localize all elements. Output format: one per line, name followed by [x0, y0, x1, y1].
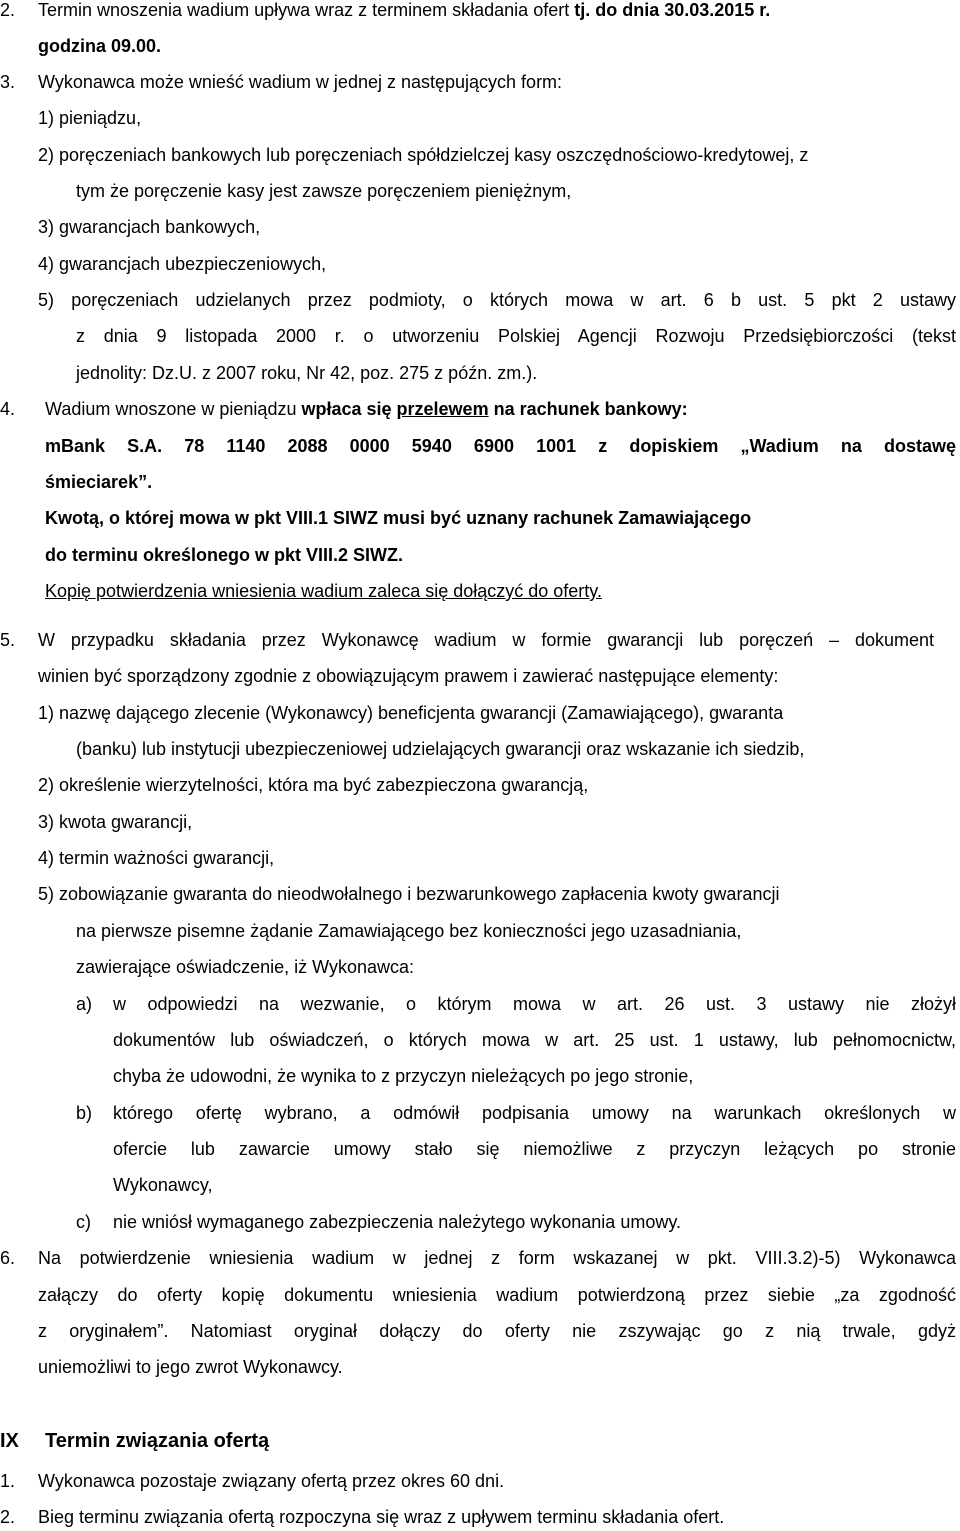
form-item: 1) pieniądzu,	[38, 108, 142, 128]
item-number: 2.	[0, 1507, 16, 1527]
item-6-line: z oryginałem”. Natomiast oryginał dołączy do oferty nie zszywając go z nią trwale, gdyż	[38, 1321, 956, 1341]
item-4: 4. Wadium wnoszone w pieniądzu wpłaca się przelewem na rachunek bankowy:	[0, 399, 688, 419]
sub-item-continuation: ofercie lub zawarcie umowy stało się niemożliwe z przyczyn leżących po stronie	[113, 1139, 956, 1159]
sub-item: którego ofertę wybrano, a odmówił podpisania umowy na warunkach określonych w	[113, 1103, 956, 1123]
section-item-text: Wykonawca pozostaje związany ofertą przez okres 60 dni.	[38, 1471, 505, 1491]
sub-item-continuation: chyba że udowodni, że wynika to z przyczyn nieleżących po jego stronie,	[113, 1066, 694, 1086]
item-number: 5.	[0, 630, 16, 650]
bank-account: mBank S.A. 78 1140 2088 0000 5940 6900 1001 z dopiskiem „Wadium na dostawę	[45, 436, 956, 456]
deposit-condition: Kwotą, o której mowa w pkt VIII.1 SIWZ musi być uznany rachunek Zamawiającego	[45, 508, 752, 528]
item-5-line: winien być sporządzony zgodnie z obowiązującym prawem i zawierać następujące elementy:	[38, 666, 779, 686]
bank-account-continuation: śmieciarek”.	[45, 472, 153, 492]
element-item: 1) nazwę dającego zlecenie (Wykonawcy) beneficjenta gwarancji (Zamawiającego), gwaranta	[38, 703, 784, 723]
item-2-time: godzina 09.00.	[38, 36, 162, 56]
element-item-continuation: (banku) lub instytucji ubezpieczeniowej udzielających gwarancji oraz wskazanie ich siedzib,	[76, 739, 805, 759]
item-2-deadline: tj. do dnia 30.03.2015 r.	[574, 0, 771, 20]
item-6-line: załączy do oferty kopię dokumentu wniesienia wadium potwierdzoną przez siebie „za zgodność	[38, 1285, 956, 1305]
sub-item-continuation: Wykonawcy,	[113, 1175, 213, 1195]
element-item: 5) zobowiązanie gwaranta do nieodwołalnego i bezwarunkowego zapłacenia kwoty gwarancji	[38, 884, 780, 904]
sub-item-label: c)	[76, 1212, 91, 1232]
item-3-intro: Wykonawca może wnieść wadium w jednej z następujących form:	[38, 72, 563, 92]
item-6-line: uniemożliwi to jego zwrot Wykonawcy.	[38, 1357, 343, 1377]
item-number: 3.	[0, 72, 16, 92]
deposit-condition-continuation: do terminu określonego w pkt VIII.2 SIWZ.	[45, 545, 404, 565]
item-4-text: Wadium wnoszone w pieniądzu	[45, 399, 302, 419]
form-item: 2) poręczeniach bankowych lub poręczeniach spółdzielczej kasy oszczędnościowo-kredytowej, z	[38, 145, 809, 165]
item-number: 4.	[0, 399, 16, 419]
section-title: Termin związania ofertą	[45, 1430, 270, 1452]
transfer-word: przelewem	[396, 399, 489, 419]
sub-item-continuation: dokumentów lub oświadczeń, o których mowa w art. 25 ust. 1 ustawy, lub pełnomocnictw,	[113, 1030, 956, 1050]
section-number: IX	[0, 1430, 19, 1452]
element-item: 3) kwota gwarancji,	[38, 812, 193, 832]
sub-item: w odpowiedzi na wezwanie, o którym mowa w art. 26 ust. 3 ustawy nie złożył	[113, 994, 956, 1014]
item-5-line: W przypadku składania przez Wykonawcę wadium w formie gwarancji lub poręczeń – dokument	[38, 630, 934, 650]
element-item: 4) termin ważności gwarancji,	[38, 848, 275, 868]
section-item	[0, 1470, 940, 1492]
form-item: 4) gwarancjach ubezpieczeniowych,	[38, 254, 327, 274]
element-item-continuation: na pierwsze pisemne żądanie Zamawiającego bez konieczności jego uzasadniania,	[76, 921, 742, 941]
form-item-continuation: tym że poręczenie kasy jest zawsze poręczeniem pieniężnym,	[76, 181, 572, 201]
form-item: 3) gwarancjach bankowych,	[38, 217, 261, 237]
item-3	[0, 71, 940, 93]
sub-item-label: a)	[76, 994, 93, 1014]
item-number: 1.	[0, 1471, 16, 1491]
item-2	[0, 0, 940, 21]
element-item: 2) określenie wierzytelności, która ma być zabezpieczona gwarancją,	[38, 775, 589, 795]
sub-item: nie wniósł wymaganego zabezpieczenia należytego wykonania umowy.	[113, 1212, 681, 1232]
item-number: 2.	[0, 0, 16, 20]
item-6-line: Na potwierdzenie wniesienia wadium w jednej z form wskazanej w pkt. VIII.3.2)-5) Wykonawca	[38, 1248, 956, 1268]
item-6	[0, 1247, 956, 1269]
confirmation-note: Kopię potwierdzenia wniesienia wadium zaleca się dołączyć do oferty.	[45, 581, 602, 601]
form-item-continuation: jednolity: Dz.U. z 2007 roku, Nr 42, poz. 275 z późn. zm.).	[76, 363, 538, 383]
form-item-continuation: z dnia 9 listopada 2000 r. o utworzeniu Polskiej Agencji Rozwoju Przedsiębiorczości (tekst	[76, 326, 956, 346]
sub-item-label: b)	[76, 1103, 93, 1123]
item-5	[0, 629, 956, 651]
section-item-text: Bieg terminu związania ofertą rozpoczyna się wraz z upływem terminu składania ofert.	[38, 1507, 725, 1527]
form-item: 5) poręczeniach udzielanych przez podmioty, o których mowa w art. 6 b ust. 5 pkt 2 ustawy	[38, 290, 956, 310]
element-item-continuation: zawierające oświadczenie, iż Wykonawca:	[76, 957, 414, 977]
item-number: 6.	[0, 1248, 16, 1268]
section-item	[0, 1506, 940, 1528]
item-2-text: Termin wnoszenia wadium upływa wraz z terminem składania ofert	[38, 0, 575, 20]
